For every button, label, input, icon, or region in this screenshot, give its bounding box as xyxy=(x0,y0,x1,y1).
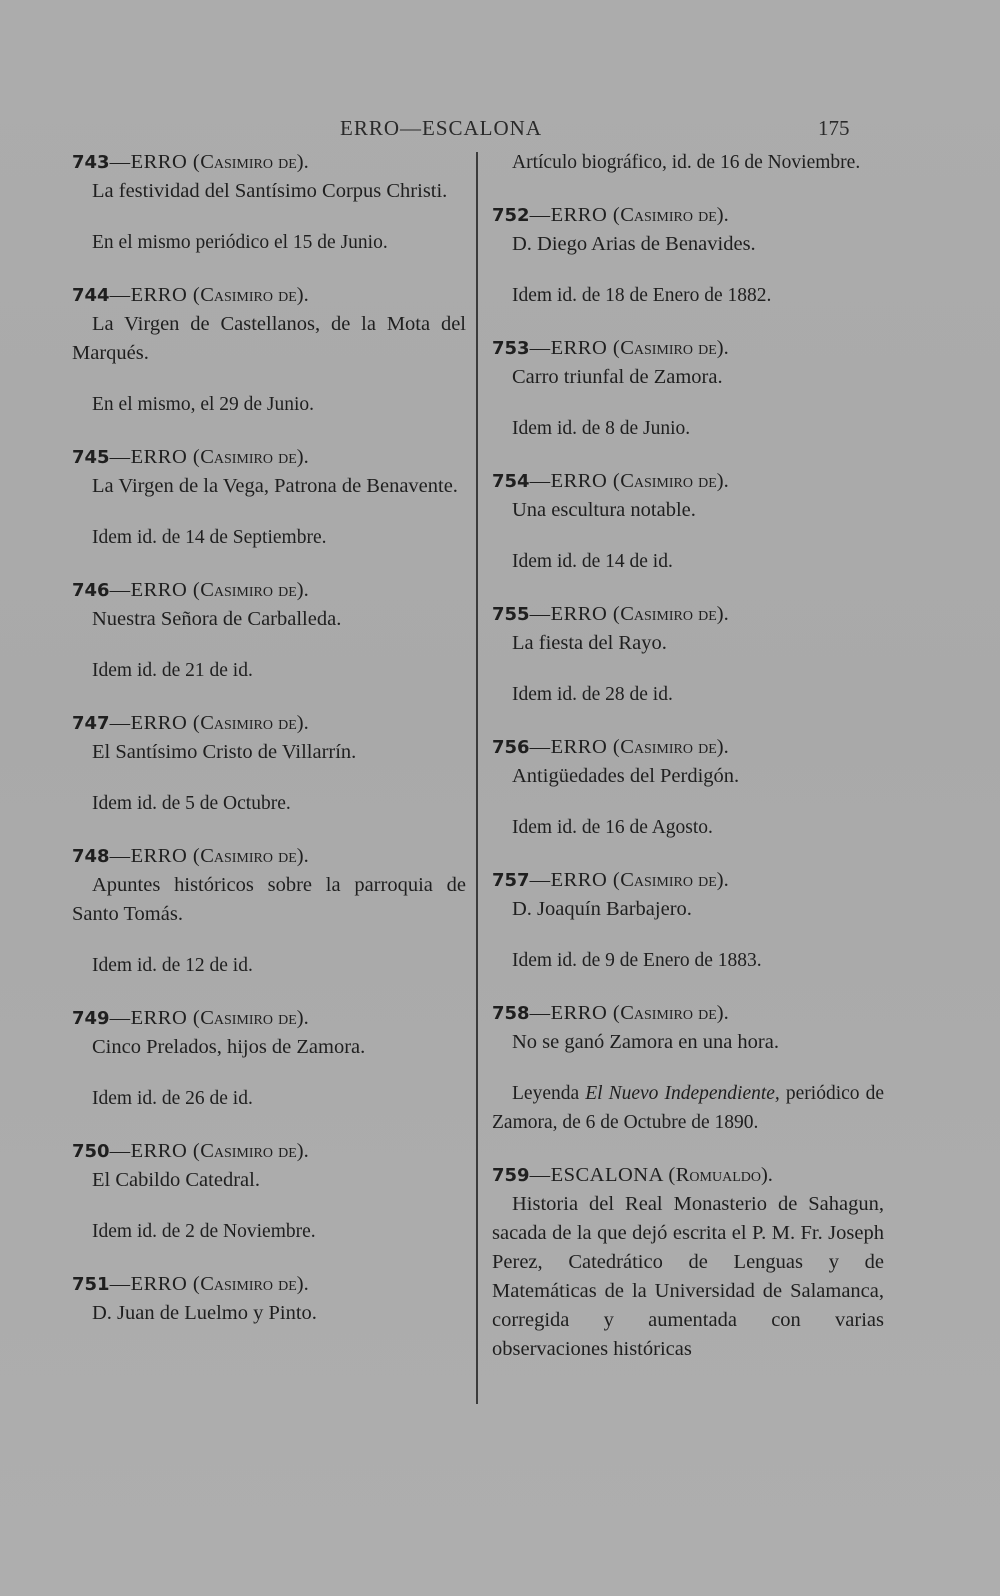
entry-note: Idem id. de 12 de id. xyxy=(92,955,253,976)
entry-author-close: ). xyxy=(716,603,729,625)
entry-heading xyxy=(72,148,466,177)
catalog-entry xyxy=(72,443,466,552)
entry-author-close: ). xyxy=(296,1007,309,1029)
entry-author: —ERRO ( xyxy=(529,603,621,625)
entry-heading xyxy=(492,467,884,496)
entry-author-firstname: Casimiro de xyxy=(200,712,297,734)
entry-heading xyxy=(72,1004,466,1033)
catalog-entry xyxy=(72,281,466,419)
entry-number: 750 xyxy=(72,1141,110,1162)
entry-author-close: ). xyxy=(716,869,729,891)
entry-author-close: ). xyxy=(296,446,309,468)
catalog-entry xyxy=(492,999,884,1137)
entry-author: —ERRO ( xyxy=(109,284,201,306)
entry-title: Nuestra Señora de Carballeda. xyxy=(92,608,342,630)
entry-author-close: ). xyxy=(716,736,729,758)
entry-author-firstname: Casimiro de xyxy=(620,603,717,625)
entry-author-firstname: Casimiro de xyxy=(620,736,717,758)
entry-title: Apuntes históricos sobre la parroquia de Santo Tomás. xyxy=(72,874,466,925)
entry-author: —ERRO ( xyxy=(529,736,621,758)
entry-number: 759 xyxy=(492,1165,530,1186)
right-column xyxy=(492,148,884,1388)
periodical-title: El Nuevo Independiente, xyxy=(585,1083,780,1104)
entry-note: Idem id. de 28 de id. xyxy=(512,684,673,705)
catalog-entry xyxy=(72,842,466,980)
entry-note: En el mismo, el 29 de Junio. xyxy=(92,394,315,415)
entry-number: 754 xyxy=(492,471,530,492)
entry-note-leyenda xyxy=(492,1079,884,1137)
running-head: ERRO—ESCALONA xyxy=(340,116,543,140)
catalog-entry xyxy=(72,709,466,818)
catalog-entry xyxy=(72,148,466,257)
entry-title: La fiesta del Rayo. xyxy=(512,632,667,654)
entry-note: Idem id. de 9 de Enero de 1883. xyxy=(512,950,762,971)
entry-title: No se ganó Zamora en una hora. xyxy=(512,1031,779,1053)
leyenda-suffix: periódico de Zamora, de 6 de Octubre de 1890. xyxy=(492,1083,884,1133)
entry-number: 752 xyxy=(492,205,530,226)
entry-heading xyxy=(492,733,884,762)
catalog-entry xyxy=(72,1004,466,1113)
entry-author-close: ). xyxy=(296,151,309,173)
entry-title: D. Joaquín Barbajero. xyxy=(512,898,692,920)
entry-author-firstname: Casimiro de xyxy=(200,1007,297,1029)
entry-number: 746 xyxy=(72,580,110,601)
entry-author-firstname: Casimiro de xyxy=(200,845,297,867)
entry-author: —ERRO ( xyxy=(109,579,201,601)
entry-number: 743 xyxy=(72,152,110,173)
entry-author-close: ). xyxy=(716,1002,729,1024)
entry-author-firstname: Casimiro de xyxy=(200,151,297,173)
entry-author-close: ). xyxy=(716,470,729,492)
catalog-entry xyxy=(492,866,884,975)
entry-title: La Virgen de la Vega, Patrona de Benavente. xyxy=(92,475,458,497)
entry-heading xyxy=(72,576,466,605)
entry-author-close: ). xyxy=(296,712,309,734)
entry-number: 749 xyxy=(72,1008,110,1029)
entry-number: 756 xyxy=(492,737,530,758)
entry-number: 745 xyxy=(72,447,110,468)
entry-heading xyxy=(72,1270,466,1299)
entry-author-close: ). xyxy=(760,1164,773,1186)
entry-note: Idem id. de 16 de Agosto. xyxy=(512,817,713,838)
entry-author-firstname: Casimiro de xyxy=(620,869,717,891)
entry-heading xyxy=(492,866,884,895)
entry-author: —ERRO ( xyxy=(529,337,621,359)
entry-author-close: ). xyxy=(296,579,309,601)
entry-heading xyxy=(72,709,466,738)
entry-note: Idem id. de 14 de id. xyxy=(512,551,673,572)
catalog-entry xyxy=(492,600,884,709)
entry-note: Idem id. de 14 de Septiembre. xyxy=(92,527,327,548)
leyenda-prefix: Leyenda xyxy=(512,1083,586,1104)
entry-author-close: ). xyxy=(296,1273,309,1295)
entry-heading xyxy=(492,1161,884,1190)
entry-title: La Virgen de Castellanos, de la Mota del Marqués. xyxy=(72,313,466,364)
continued-note: Artículo biográfico, id. de 16 de Noviembre. xyxy=(512,152,861,173)
entry-heading xyxy=(72,842,466,871)
entry-title: La festividad del Santísimo Corpus Christi. xyxy=(92,180,448,202)
entry-author-firstname: Casimiro de xyxy=(200,446,297,468)
entry-title: Cinco Prelados, hijos de Zamora. xyxy=(92,1036,366,1058)
entry-title: Antigüedades del Perdigón. xyxy=(512,765,740,787)
catalog-entry xyxy=(72,1137,466,1246)
entry-heading xyxy=(492,600,884,629)
entry-title: Carro triunfal de Zamora. xyxy=(512,366,723,388)
entry-title: El Santísimo Cristo de Villarrín. xyxy=(92,741,357,763)
entry-author: —ESCALONA ( xyxy=(529,1164,676,1186)
entry-number: 748 xyxy=(72,846,110,867)
entry-author: —ERRO ( xyxy=(109,151,201,173)
entry-heading xyxy=(492,999,884,1028)
entry-author-close: ). xyxy=(296,284,309,306)
entry-author-firstname: Casimiro de xyxy=(620,1002,717,1024)
entry-author-firstname: Casimiro de xyxy=(200,579,297,601)
entry-author-firstname: Casimiro de xyxy=(620,470,717,492)
entry-heading xyxy=(72,281,466,310)
entry-author: —ERRO ( xyxy=(529,204,621,226)
entry-author: —ERRO ( xyxy=(109,1273,201,1295)
entry-author-close: ). xyxy=(716,337,729,359)
catalog-entry xyxy=(492,467,884,576)
catalog-entry xyxy=(72,576,466,685)
entry-number: 747 xyxy=(72,713,110,734)
entry-author-close: ). xyxy=(716,204,729,226)
entry-title: Una escultura notable. xyxy=(512,499,696,521)
entry-number: 751 xyxy=(72,1274,110,1295)
entry-author-firstname: Romualdo xyxy=(675,1164,761,1186)
entry-author: —ERRO ( xyxy=(109,1140,201,1162)
catalog-entry xyxy=(492,201,884,310)
entry-author-firstname: Casimiro de xyxy=(620,204,717,226)
entry-author: —ERRO ( xyxy=(529,869,621,891)
entry-author: —ERRO ( xyxy=(529,1002,621,1024)
entry-number: 757 xyxy=(492,870,530,891)
catalog-entry xyxy=(72,1270,466,1328)
entry-author: —ERRO ( xyxy=(109,1007,201,1029)
entry-number: 744 xyxy=(72,285,110,306)
entry-author: —ERRO ( xyxy=(109,446,201,468)
entry-number: 753 xyxy=(492,338,530,359)
entry-title: D. Diego Arias de Benavides. xyxy=(512,233,756,255)
entry-note: En el mismo periódico el 15 de Junio. xyxy=(92,232,388,253)
entry-heading xyxy=(492,334,884,363)
entry-author-close: ). xyxy=(296,845,309,867)
entry-number: 755 xyxy=(492,604,530,625)
entry-note: Idem id. de 18 de Enero de 1882. xyxy=(512,285,772,306)
entry-author: —ERRO ( xyxy=(529,470,621,492)
catalog-entry xyxy=(492,334,884,443)
entry-title: Historia del Real Monasterio de Sahagun, sacada de la que dejó escrita el P. M. Fr. Joseph Perez, Catedrático de Lenguas y de Matemáticas de la Universidad de Salamanca, corregida y aumentada con varias observaciones históricas xyxy=(492,1193,884,1360)
catalog-entry xyxy=(492,1161,884,1364)
entry-note: Idem id. de 26 de id. xyxy=(92,1088,253,1109)
entry-author-firstname: Casimiro de xyxy=(200,1140,297,1162)
entry-author-firstname: Casimiro de xyxy=(200,284,297,306)
entry-heading xyxy=(492,201,884,230)
entry-heading xyxy=(72,1137,466,1166)
entry-note: Idem id. de 8 de Junio. xyxy=(512,418,691,439)
left-column xyxy=(72,148,466,1352)
entry-author-firstname: Casimiro de xyxy=(200,1273,297,1295)
entry-author: —ERRO ( xyxy=(109,712,201,734)
entry-heading xyxy=(72,443,466,472)
entry-note: Idem id. de 21 de id. xyxy=(92,660,253,681)
entry-number: 758 xyxy=(492,1003,530,1024)
entry-author: —ERRO ( xyxy=(109,845,201,867)
entry-title: El Cabildo Catedral. xyxy=(92,1169,260,1191)
entry-note: Idem id. de 5 de Octubre. xyxy=(92,793,291,814)
column-divider xyxy=(476,152,478,1404)
entry-author-close: ). xyxy=(296,1140,309,1162)
entry-author-firstname: Casimiro de xyxy=(620,337,717,359)
page-number: 175 xyxy=(818,116,850,140)
entry-note: Idem id. de 2 de Noviembre. xyxy=(92,1221,316,1242)
entry-title: D. Juan de Luelmo y Pinto. xyxy=(92,1302,317,1324)
catalog-entry xyxy=(492,733,884,842)
